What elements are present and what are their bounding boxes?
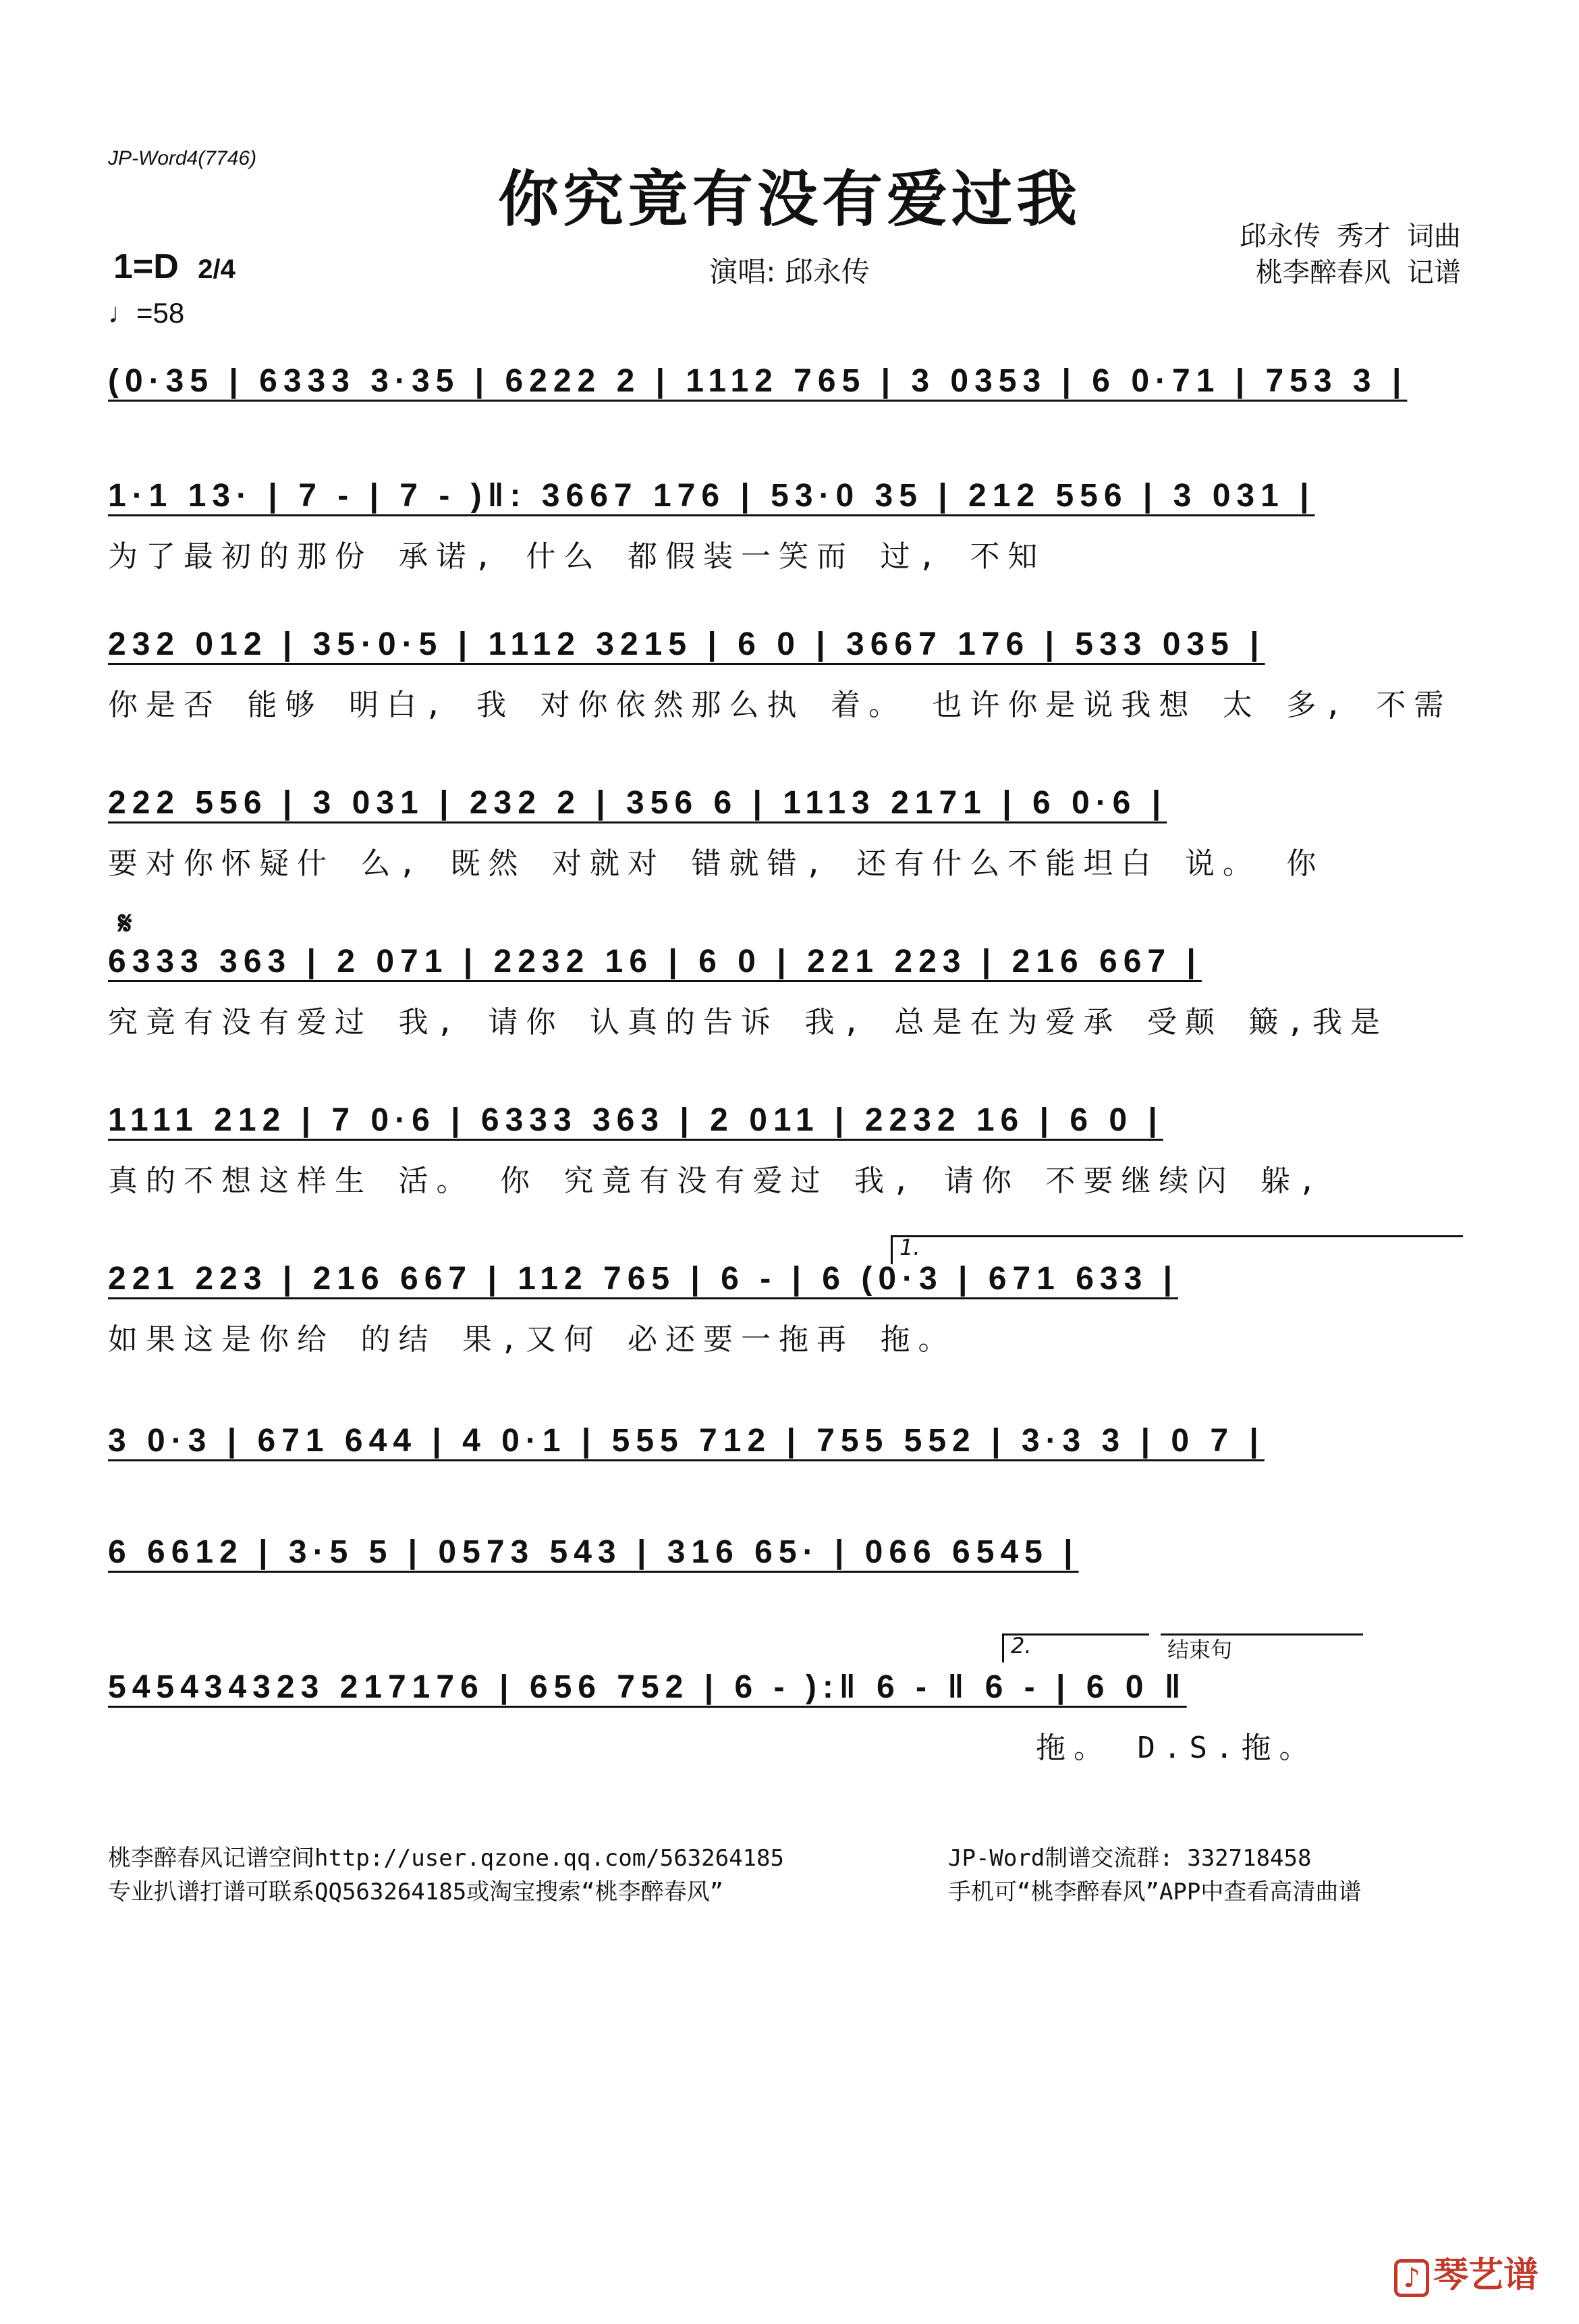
notation-line: 3 0·3 | 671 644 | 4 0·1 | 555 712 | 755 552 | 3·3 3 | 0 7 | [108, 1423, 1265, 1459]
coda-label: 结束句 [1167, 1637, 1233, 1663]
lyrics-line: 如果这是你给 的结 果,又何 必还要一拖再 拖。 [108, 1322, 956, 1357]
volta-first-label: 1. [899, 1235, 920, 1260]
footer-left-1: 桃李醉春风记谱空间http://user.qzone.qq.com/563264185 [108, 1845, 784, 1872]
score-system [108, 1525, 1461, 1647]
site-logo [1394, 2246, 1539, 2297]
composer-credit: 邱永传 秀才 词曲 [1239, 221, 1461, 252]
score-system [108, 618, 1461, 739]
volta-first [891, 1235, 1463, 1264]
volta-second-label: 2. [1011, 1633, 1032, 1658]
notation-line: 6333 363 | 2 071 | 2232 16 | 6 0 | 221 223 | 216 667 | [108, 944, 1202, 979]
footer-right-2: 手机可“桃李醉春风”APP中查看高清曲谱 [948, 1879, 1362, 1906]
notation-line: 1111 212 | 7 0·6 | 6333 363 | 2 011 | 2232 16 | 6 0 | [108, 1102, 1163, 1138]
coda-bracket [1161, 1633, 1363, 1663]
singer: 演唱: 邱永传 [709, 255, 870, 288]
lyrics-line: 你是否 能够 明白, 我 对你依然那么执 着。 也许你是说我想 太 多, 不需 [108, 688, 1452, 722]
segno-icon: 𝄋 [118, 904, 132, 942]
time-signature: 2/4 [198, 254, 236, 284]
score-system [108, 1093, 1461, 1215]
score-system [108, 935, 1461, 1056]
score-system [108, 776, 1461, 898]
logo-icon: ♪ [1394, 2259, 1429, 2297]
notation-line: 232 012 | 35·0·5 | 1112 3215 | 6 0 | 3667 176 | 533 035 | [108, 626, 1265, 662]
notation-line: 222 556 | 3 031 | 232 2 | 356 6 | 1113 2171 | 6 0·6 | [108, 785, 1167, 821]
tempo-mark: ♩=58 [108, 297, 185, 329]
score-system [108, 354, 1461, 476]
key-signature [113, 246, 236, 287]
notation-line: 545434323 217176 | 656 752 | 6 - ):‖ 6 - ‖ 6 - | 6 0 ‖ [108, 1669, 1187, 1705]
score-system [108, 1660, 1461, 1782]
notation-line: (0·35 | 6333 3·35 | 6222 2 | 1112 765 | 3 0353 | 6 0·71 | 753 3 | [108, 363, 1408, 399]
volta-second [1002, 1633, 1149, 1663]
score-system [108, 469, 1461, 591]
notation-line: 1·1 13· | 7 - | 7 - )‖: 3667 176 | 53·0 35 | 212 556 | 3 031 | [108, 478, 1315, 514]
score-system [108, 1252, 1461, 1374]
lyrics-line: 要对你怀疑什 么, 既然 对就对 错就错, 还有什么不能坦白 说。 你 [108, 846, 1325, 881]
logo-text: 琴艺谱 [1433, 2255, 1539, 2296]
song-title: 你究竟有没有爱过我 [498, 163, 1081, 235]
notation-line: 6 6612 | 3·5 5 | 0573 543 | 316 65· | 066 6545 | [108, 1534, 1079, 1570]
footer-right-1: JP-Word制谱交流群: 332718458 [948, 1845, 1312, 1872]
lyrics-line: 为了最初的那份 承诺, 什么 都假装一笑而 过, 不知 [108, 539, 1046, 574]
key-label: 1=D [113, 247, 179, 286]
score-system [108, 1414, 1461, 1536]
lyrics-line: 究竟有没有爱过 我, 请你 认真的告诉 我, 总是在为爱承 受颠 簸,我是 [108, 1005, 1388, 1039]
software-label: JP-Word4(7746) [108, 147, 257, 169]
notation-line: 221 223 | 216 667 | 112 765 | 6 - | 6 (0·3 | 671 633 | [108, 1261, 1179, 1297]
transcriber-credit: 桃李醉春风 记谱 [1255, 257, 1461, 288]
lyrics-line: 真的不想这样生 活。 你 究竟有没有爱过 我, 请你 不要继续闪 躲, [108, 1164, 1325, 1198]
lyrics-line: 拖。 D.S.拖。 [1036, 1731, 1317, 1765]
footer-left-2: 专业扒谱打谱可联系QQ563264185或淘宝搜索“桃李醉春风” [108, 1879, 724, 1906]
